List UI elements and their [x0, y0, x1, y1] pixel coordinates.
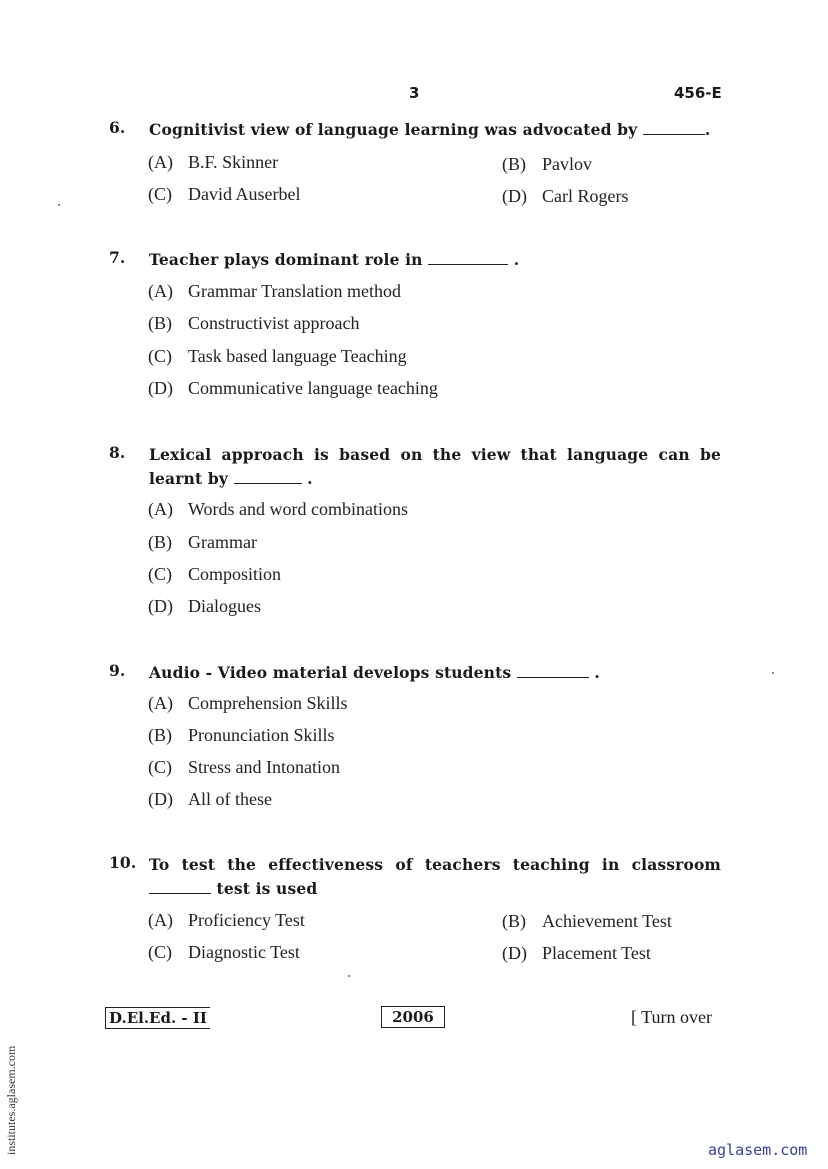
option-b	[502, 911, 672, 932]
option-text: Pavlov	[542, 154, 593, 174]
option-label: (A)	[148, 910, 173, 930]
stem-suffix: .	[704, 120, 711, 139]
question-stem-line-2: learnt by	[149, 469, 228, 488]
scan-speck	[348, 975, 350, 977]
option-label: (C)	[148, 346, 172, 366]
option-text: Comprehension Skills	[188, 693, 348, 713]
option-c	[148, 942, 300, 963]
option-c	[148, 346, 407, 367]
question-7	[109, 248, 721, 272]
option-b	[502, 154, 592, 175]
answer-blank	[149, 881, 211, 894]
option-text: All of these	[188, 789, 272, 809]
option-text: Achievement Test	[542, 911, 672, 931]
option-label: (C)	[148, 564, 172, 584]
option-d	[148, 596, 261, 617]
option-label: (C)	[148, 184, 172, 204]
question-stem-line-1: To test the effectiveness of teachers teaching in classroom	[149, 855, 721, 874]
option-text: Grammar	[188, 532, 257, 552]
code-box: 2006	[381, 1006, 445, 1028]
option-label: (C)	[148, 757, 172, 777]
answer-blank	[517, 665, 589, 678]
option-d	[502, 943, 651, 964]
corner-watermark: aglasem.com	[708, 1141, 808, 1159]
option-text: Stress and Intonation	[188, 757, 340, 777]
question-6	[109, 118, 721, 142]
option-label: (A)	[148, 499, 173, 519]
option-a	[148, 910, 305, 931]
stem-suffix: .	[513, 250, 520, 269]
option-c	[148, 564, 281, 585]
scan-speck	[58, 204, 60, 206]
paper-code: 456-E	[674, 84, 722, 102]
turn-over-note: [ Turn over	[631, 1007, 713, 1027]
option-text: Dialogues	[188, 596, 261, 616]
question-number: 7.	[109, 248, 126, 267]
option-c	[148, 757, 340, 778]
answer-blank	[643, 122, 705, 135]
question-10	[109, 853, 721, 901]
question-number: 9.	[109, 661, 126, 680]
option-c	[148, 184, 300, 205]
option-label: (D)	[148, 596, 173, 616]
option-label: (D)	[148, 789, 173, 809]
option-text: David Auserbel	[188, 184, 301, 204]
question-9	[109, 661, 721, 685]
option-text: Words and word combinations	[188, 499, 409, 519]
option-a	[148, 499, 408, 520]
page-number: 3	[409, 84, 420, 102]
question-stem: Teacher plays dominant role in	[149, 250, 423, 269]
question-stem-line-1: Lexical approach is based on the view that language can be	[149, 445, 721, 464]
question-number: 6.	[109, 118, 126, 137]
option-text: Carl Rogers	[542, 186, 629, 206]
answer-blank	[234, 471, 302, 484]
option-a	[148, 693, 348, 714]
option-text: Composition	[188, 564, 282, 584]
side-watermark: institutes.aglasem.com	[4, 1045, 18, 1155]
option-text: Proficiency Test	[188, 910, 305, 930]
question-stem-line-2: test is used	[216, 879, 318, 898]
option-a	[148, 152, 278, 173]
option-text: Constructivist approach	[188, 313, 360, 333]
question-number: 8.	[109, 443, 126, 462]
option-label: (B)	[148, 313, 172, 333]
question-number: 10.	[109, 853, 137, 872]
scan-speck	[772, 672, 774, 674]
option-text: Diagnostic Test	[188, 942, 300, 962]
option-a	[148, 281, 401, 302]
stem-suffix: .	[307, 469, 313, 488]
option-label: (B)	[148, 725, 172, 745]
option-label: (A)	[148, 281, 173, 301]
option-text: Pronunciation Skills	[188, 725, 335, 745]
option-label: (D)	[502, 943, 527, 963]
option-d	[148, 789, 272, 810]
option-label: (C)	[148, 942, 172, 962]
option-text: Placement Test	[542, 943, 651, 963]
option-d	[502, 186, 628, 207]
option-text: Communicative language teaching	[188, 378, 438, 398]
option-label: (A)	[148, 693, 173, 713]
option-text: Grammar Translation method	[188, 281, 401, 301]
answer-blank	[428, 252, 508, 265]
option-label: (D)	[148, 378, 173, 398]
option-label: (A)	[148, 152, 173, 172]
option-label: (B)	[502, 911, 526, 931]
option-b	[148, 725, 335, 746]
option-text: Task based language Teaching	[188, 346, 407, 366]
option-label: (D)	[502, 186, 527, 206]
option-b	[148, 532, 257, 553]
option-d	[148, 378, 438, 399]
option-b	[148, 313, 359, 334]
option-label: (B)	[148, 532, 172, 552]
option-text: B.F. Skinner	[188, 152, 279, 172]
question-stem: Audio - Video material develops students	[149, 663, 512, 682]
option-label: (B)	[502, 154, 526, 174]
stem-suffix: .	[594, 663, 600, 682]
course-label: D.El.Ed. - II	[105, 1007, 210, 1029]
question-stem: Cognitivist view of language learning was advocated by	[149, 120, 638, 139]
question-8	[109, 443, 721, 491]
